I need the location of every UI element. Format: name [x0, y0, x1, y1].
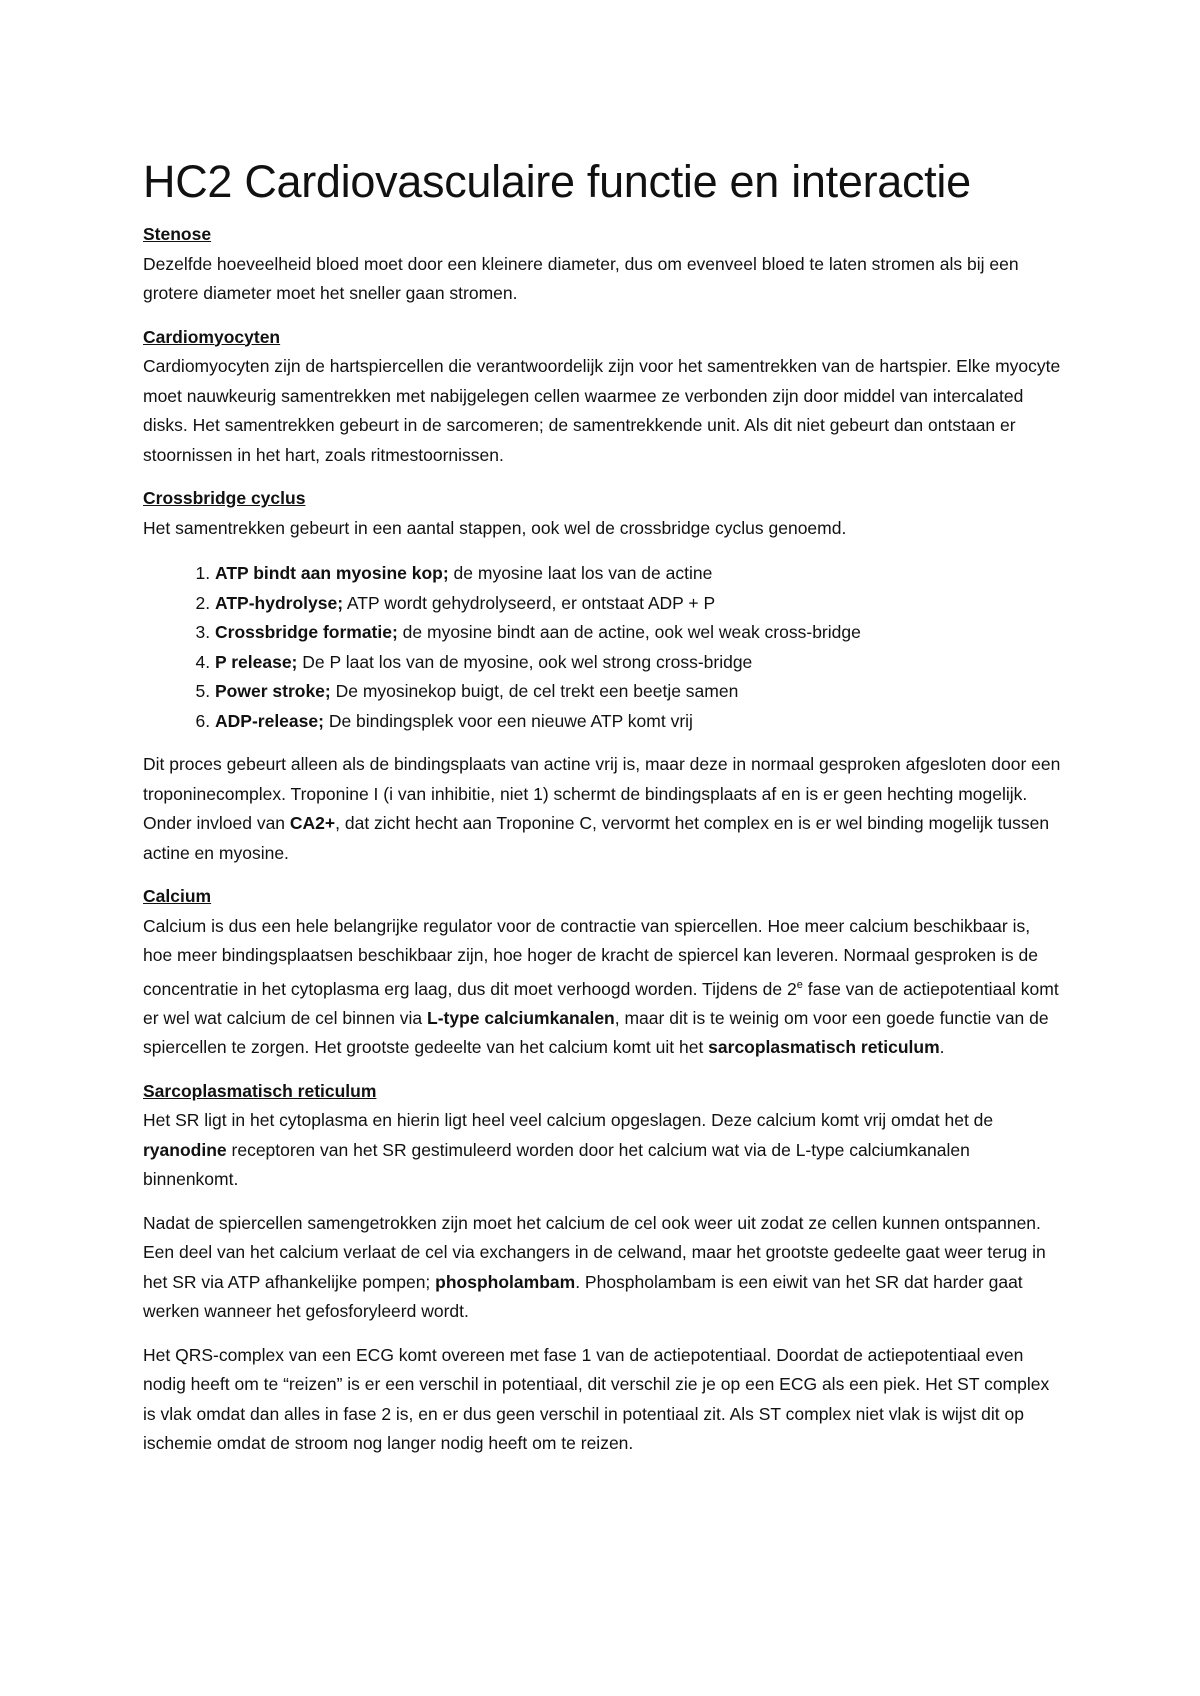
step-term: ATP bindt aan myosine kop;	[215, 563, 449, 583]
superscript: e	[796, 978, 803, 991]
section-heading: Cardiomyocyten	[143, 326, 281, 347]
section-calcium	[143, 882, 1063, 1063]
list-item	[215, 618, 1063, 648]
text-run: , maar dit is te weinig om voor een goede functie van de spiercellen te zorgen. Het grootste gedeelte van het calcium komt uit het	[143, 1007, 1049, 1058]
document-page	[143, 150, 1063, 1473]
section-stenose	[143, 220, 1063, 309]
section-heading: Crossbridge cyclus	[143, 488, 306, 508]
section-heading: Stenose	[143, 224, 212, 244]
text-run: Nadat de spiercellen samengetrokken zijn moet het calcium de cel ook weer uit zodat ze cellen kunnen ontspannen. Een deel van het calcium verlaat de cel via exchangers in de celwand, maar het grootste gedeelte gaat weer terug in het SR via ATP afhankelijke pompen;	[143, 1212, 1046, 1292]
step-term: Crossbridge formatie;	[215, 622, 398, 642]
step-term: ATP-hydrolyse;	[215, 592, 344, 613]
step-text: de myosine laat los van de actine	[448, 563, 713, 583]
step-term: ADP-release;	[215, 710, 324, 731]
bold-term: ryanodine	[143, 1139, 227, 1160]
bold-term: sarcoplasmatisch reticulum	[708, 1037, 940, 1058]
paragraph	[143, 1209, 1063, 1327]
paragraph: Cardiomyocyten zijn de hartspiercellen die verantwoordelijk zijn voor het samentrekken van de hartspier. Elke myocyte moet nauwkeurig samentrekken met nabijgelegen cellen waarmee ze verbonden zijn door middel van intercalated disks. Het samentrekken gebeurt in de sarcomeren; de samentrekkende unit. Als dit niet gebeurt dan ontstaan er stoornissen in het hart, zoals ritmestoornissen.	[143, 356, 1061, 465]
text-run: fase van de actiepotentiaal komt er wel wat calcium de cel binnen via	[143, 978, 1059, 1028]
section-heading: Sarcoplasmatisch reticulum	[143, 1080, 377, 1101]
paragraph	[143, 750, 1063, 868]
paragraph	[143, 1106, 1063, 1195]
step-text: De P laat los van de myosine, ook wel strong cross-bridge	[297, 651, 753, 672]
list-item	[215, 677, 1063, 707]
paragraph: Dezelfde hoeveelheid bloed moet door een kleinere diameter, dus om evenveel bloed te laten stromen als bij een grotere diameter moet het sneller gaan stromen.	[143, 253, 1019, 303]
step-text: de myosine bindt aan de actine, ook wel weak cross-bridge	[397, 622, 861, 642]
list-item	[215, 648, 1063, 678]
text-run: . Phospholambam is een eiwit van het SR dat harder gaat werken wanneer het gefosforyleerd wordt.	[143, 1271, 1023, 1322]
section-heading: Calcium	[143, 886, 212, 906]
paragraph: Het QRS-complex van een ECG komt overeen met fase 1 van de actiepotentiaal. Doordat de actiepotentiaal even nodig heeft om te “reizen” is er een verschil in potentiaal, dit verschil zie je op een ECG als een piek. Het ST complex is vlak omdat dan alles in fase 2 is, en er dus geen verschil in potentiaal zit. Als ST complex niet vlak is wijst dit op ischemie omdat de stroom nog langer nodig heeft om te reizen.	[143, 1344, 1050, 1454]
step-text: De bindingsplek voor een nieuwe ATP komt vrij	[323, 710, 693, 731]
step-text: ATP wordt gehydrolyseerd, er ontstaat ADP + P	[343, 592, 716, 613]
text-run: .	[939, 1037, 945, 1058]
text-run: receptoren van het SR gestimuleerd worden door het calcium wat via de L-type calciumkanalen binnenkomt.	[143, 1139, 970, 1190]
document-title: HC2 Cardiovasculaire functie en interactie	[143, 156, 971, 207]
text-run: Het SR ligt in het cytoplasma en hierin ligt heel veel calcium opgeslagen. Deze calcium komt vrij omdat het de	[143, 1110, 994, 1131]
text-run: , dat zicht hecht aan Troponine C, vervormt het complex en is er wel binding mogelijk tussen actine en myosine.	[143, 813, 1050, 863]
text-run: Dit proces gebeurt alleen als de bindingsplaats van actine vrij is, maar deze in normaal gesproken afgesloten door een troponinecomplex. Troponine I (i van inhibitie, niet 1) schermt de bindingsplaats af en is er geen hechting mogelijk. Onder invloed van	[143, 754, 1061, 833]
list-item	[215, 707, 1063, 737]
step-term: P release;	[215, 651, 298, 672]
crossbridge-steps-list	[143, 559, 1063, 736]
paragraph	[143, 912, 1063, 1063]
section-crossbridge	[143, 484, 1063, 868]
step-text: De myosinekop buigt, de cel trekt een beetje samen	[330, 681, 739, 701]
bold-term: CA2+	[289, 813, 336, 833]
step-term: Power stroke;	[215, 681, 331, 701]
paragraph: Het samentrekken gebeurt in een aantal stappen, ook wel de crossbridge cyclus genoemd.	[143, 517, 847, 538]
text-run: Calcium is dus een hele belangrijke regulator voor de contractie van spiercellen. Hoe meer calcium beschikbaar is, hoe meer bindingsplaatsen beschikbaar zijn, hoe hoger de kracht de spiercel kan leveren. Normaal gesproken is de concentratie in het cytoplasma erg laag, dus dit moet verhoogd worden. Tijdens de 2	[143, 915, 1038, 999]
section-cardiomyocyten	[143, 323, 1063, 471]
list-item	[215, 559, 1063, 589]
section-sarcoplasmatisch-reticulum	[143, 1077, 1063, 1459]
bold-term: phospholambam	[435, 1271, 576, 1292]
list-item	[215, 589, 1063, 619]
bold-term: L-type calciumkanalen	[427, 1007, 615, 1028]
